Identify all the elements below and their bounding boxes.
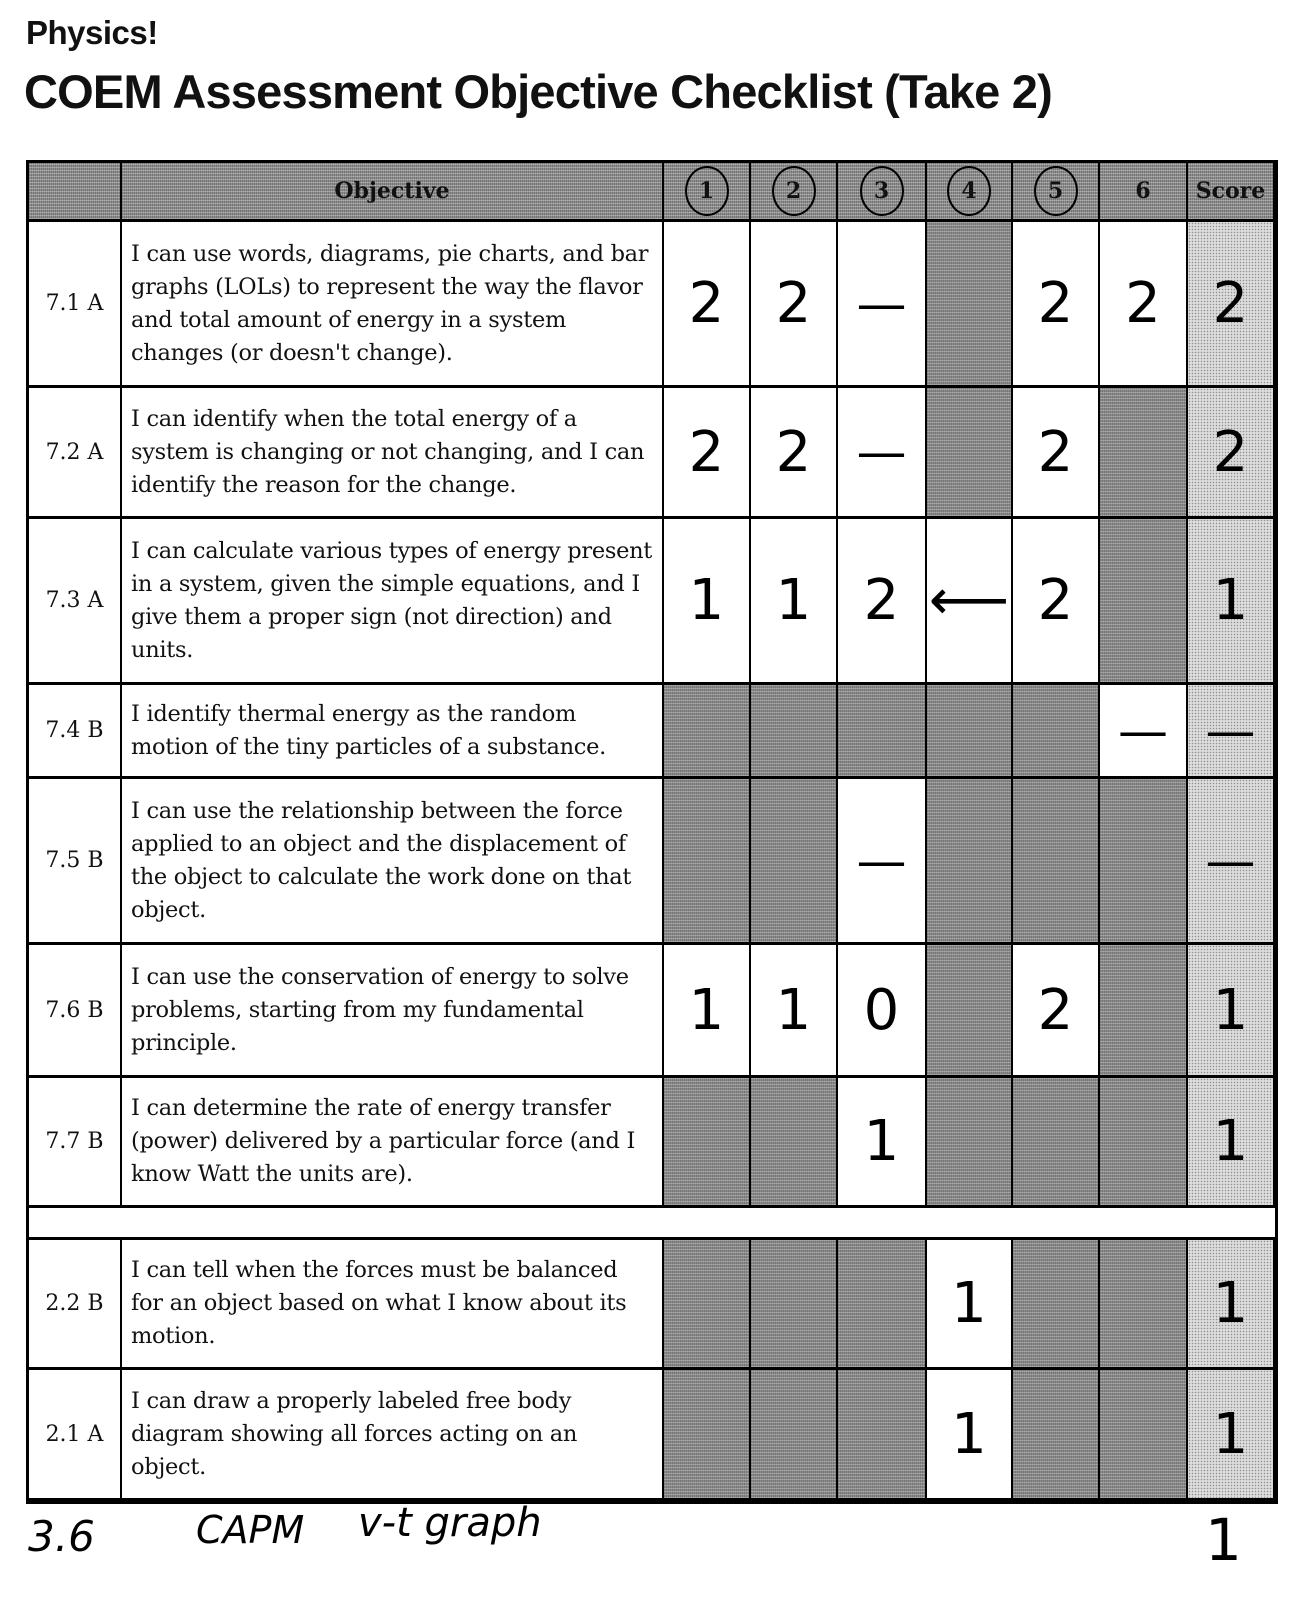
question-3-mark: 0 bbox=[838, 945, 927, 1078]
score-cell: 1 bbox=[1188, 519, 1275, 685]
question-5-mark bbox=[1013, 779, 1100, 945]
question-6-mark bbox=[1100, 519, 1188, 685]
footer-handwritten-note: v-t graph bbox=[358, 1500, 542, 1546]
question-4-mark bbox=[927, 685, 1013, 779]
footer-handwritten-score: 1 bbox=[1205, 1506, 1242, 1574]
question-6-mark: 2 bbox=[1100, 222, 1188, 388]
question-5-mark bbox=[1013, 1370, 1100, 1501]
objective-code: 7.1 A bbox=[29, 222, 122, 388]
header-label-q4: 4 bbox=[947, 166, 991, 216]
header-label-q1: 1 bbox=[685, 166, 729, 216]
question-1-mark: 1 bbox=[664, 945, 751, 1078]
question-1-mark bbox=[664, 1370, 751, 1501]
question-5-mark bbox=[1013, 1078, 1100, 1208]
objective-code: 7.2 A bbox=[29, 388, 122, 519]
question-4-mark: 1 bbox=[927, 1370, 1013, 1501]
question-6-mark bbox=[1100, 779, 1188, 945]
header-label-q5: 5 bbox=[1034, 166, 1078, 216]
objective-text: I can use the relationship between the force applied to an object and the displacement of the object to calculate the work done on that object. bbox=[122, 779, 664, 945]
question-2-mark: 2 bbox=[751, 222, 838, 388]
objective-code: 7.3 A bbox=[29, 519, 122, 685]
question-6-mark bbox=[1100, 1370, 1188, 1501]
question-4-mark: 1 bbox=[927, 1240, 1013, 1370]
question-1-mark bbox=[664, 779, 751, 945]
question-1-mark bbox=[664, 1240, 751, 1370]
question-5-mark: 2 bbox=[1013, 519, 1100, 685]
question-4-mark: ⟵ bbox=[927, 519, 1013, 685]
header-cell-score bbox=[1188, 163, 1275, 222]
question-6-mark bbox=[1100, 388, 1188, 519]
score-cell: — bbox=[1188, 685, 1275, 779]
question-2-mark bbox=[751, 1078, 838, 1208]
question-6-mark: — bbox=[1100, 685, 1188, 779]
score-cell: 2 bbox=[1188, 222, 1275, 388]
question-3-mark: 2 bbox=[838, 519, 927, 685]
header-cell-q1 bbox=[664, 163, 751, 222]
objective-text: I can draw a properly labeled free body diagram showing all forces acting on an object. bbox=[122, 1370, 664, 1501]
question-3-mark: — bbox=[838, 779, 927, 945]
score-cell: 1 bbox=[1188, 945, 1275, 1078]
header-cell-code bbox=[29, 163, 122, 222]
question-2-mark: 1 bbox=[751, 945, 838, 1078]
question-4-mark bbox=[927, 945, 1013, 1078]
header-cell-q2 bbox=[751, 163, 838, 222]
header-cell-q5 bbox=[1013, 163, 1100, 222]
objective-text: I identify thermal energy as the random motion of the tiny particles of a substance. bbox=[122, 685, 664, 779]
question-1-mark: 2 bbox=[664, 388, 751, 519]
question-2-mark bbox=[751, 1370, 838, 1501]
question-2-mark bbox=[751, 685, 838, 779]
objective-checklist-table bbox=[26, 160, 1278, 1504]
objective-code: 2.1 A bbox=[29, 1370, 122, 1501]
question-5-mark bbox=[1013, 685, 1100, 779]
objective-code: 7.6 B bbox=[29, 945, 122, 1078]
header-label-q6: 6 bbox=[1135, 178, 1151, 204]
objective-code: 7.5 B bbox=[29, 779, 122, 945]
footer-handwritten-code: 3.6 bbox=[28, 1512, 95, 1561]
objective-text: I can use the conservation of energy to solve problems, starting from my fundamental principle. bbox=[122, 945, 664, 1078]
question-4-mark bbox=[927, 222, 1013, 388]
question-4-mark bbox=[927, 388, 1013, 519]
header-cell-objective bbox=[122, 163, 664, 222]
question-6-mark bbox=[1100, 1078, 1188, 1208]
subject-heading: Physics! bbox=[26, 14, 158, 51]
question-2-mark bbox=[751, 779, 838, 945]
question-5-mark: 2 bbox=[1013, 945, 1100, 1078]
question-3-mark: — bbox=[838, 222, 927, 388]
header-label-score: Score bbox=[1195, 178, 1266, 204]
question-5-mark: 2 bbox=[1013, 222, 1100, 388]
question-3-mark: — bbox=[838, 388, 927, 519]
question-2-mark: 1 bbox=[751, 519, 838, 685]
question-2-mark bbox=[751, 1240, 838, 1370]
question-3-mark bbox=[838, 685, 927, 779]
objective-code: 7.4 B bbox=[29, 685, 122, 779]
section-spacer-row bbox=[29, 1208, 1275, 1240]
objective-text: I can use words, diagrams, pie charts, and bar graphs (LOLs) to represent the way the flavor and total amount of energy in a system changes (or doesn't change). bbox=[122, 222, 664, 388]
objective-code: 2.2 B bbox=[29, 1240, 122, 1370]
page-title: COEM Assessment Objective Checklist (Take 2) bbox=[24, 65, 1052, 118]
question-4-mark bbox=[927, 1078, 1013, 1208]
score-cell: 1 bbox=[1188, 1078, 1275, 1208]
header-cell-q4 bbox=[927, 163, 1013, 222]
question-1-mark bbox=[664, 1078, 751, 1208]
objective-text: I can tell when the forces must be balanced for an object based on what I know about its motion. bbox=[122, 1240, 664, 1370]
header-cell-q3 bbox=[838, 163, 927, 222]
header-label-q3: 3 bbox=[860, 166, 904, 216]
question-1-mark bbox=[664, 685, 751, 779]
question-3-mark bbox=[838, 1240, 927, 1370]
question-1-mark: 1 bbox=[664, 519, 751, 685]
question-5-mark bbox=[1013, 1240, 1100, 1370]
question-5-mark: 2 bbox=[1013, 388, 1100, 519]
objective-text: I can determine the rate of energy transfer (power) delivered by a particular force (and I know Watt the units are). bbox=[122, 1078, 664, 1208]
objective-code: 7.7 B bbox=[29, 1078, 122, 1208]
question-1-mark: 2 bbox=[664, 222, 751, 388]
score-cell: — bbox=[1188, 779, 1275, 945]
question-6-mark bbox=[1100, 945, 1188, 1078]
score-cell: 1 bbox=[1188, 1370, 1275, 1501]
objective-text: I can identify when the total energy of a system is changing or not changing, and I can identify the reason for the change. bbox=[122, 388, 664, 519]
header-label-objective: Objective bbox=[334, 178, 450, 204]
question-3-mark bbox=[838, 1370, 927, 1501]
objective-text: I can calculate various types of energy present in a system, given the simple equations, and I give them a proper sign (not direction) and units. bbox=[122, 519, 664, 685]
score-cell: 2 bbox=[1188, 388, 1275, 519]
question-2-mark: 2 bbox=[751, 388, 838, 519]
question-6-mark bbox=[1100, 1240, 1188, 1370]
question-3-mark: 1 bbox=[838, 1078, 927, 1208]
score-cell: 1 bbox=[1188, 1240, 1275, 1370]
question-4-mark bbox=[927, 779, 1013, 945]
footer-handwritten-label: CAPM bbox=[196, 1508, 305, 1552]
header-cell-q6 bbox=[1100, 163, 1188, 222]
header-label-q2: 2 bbox=[772, 166, 816, 216]
